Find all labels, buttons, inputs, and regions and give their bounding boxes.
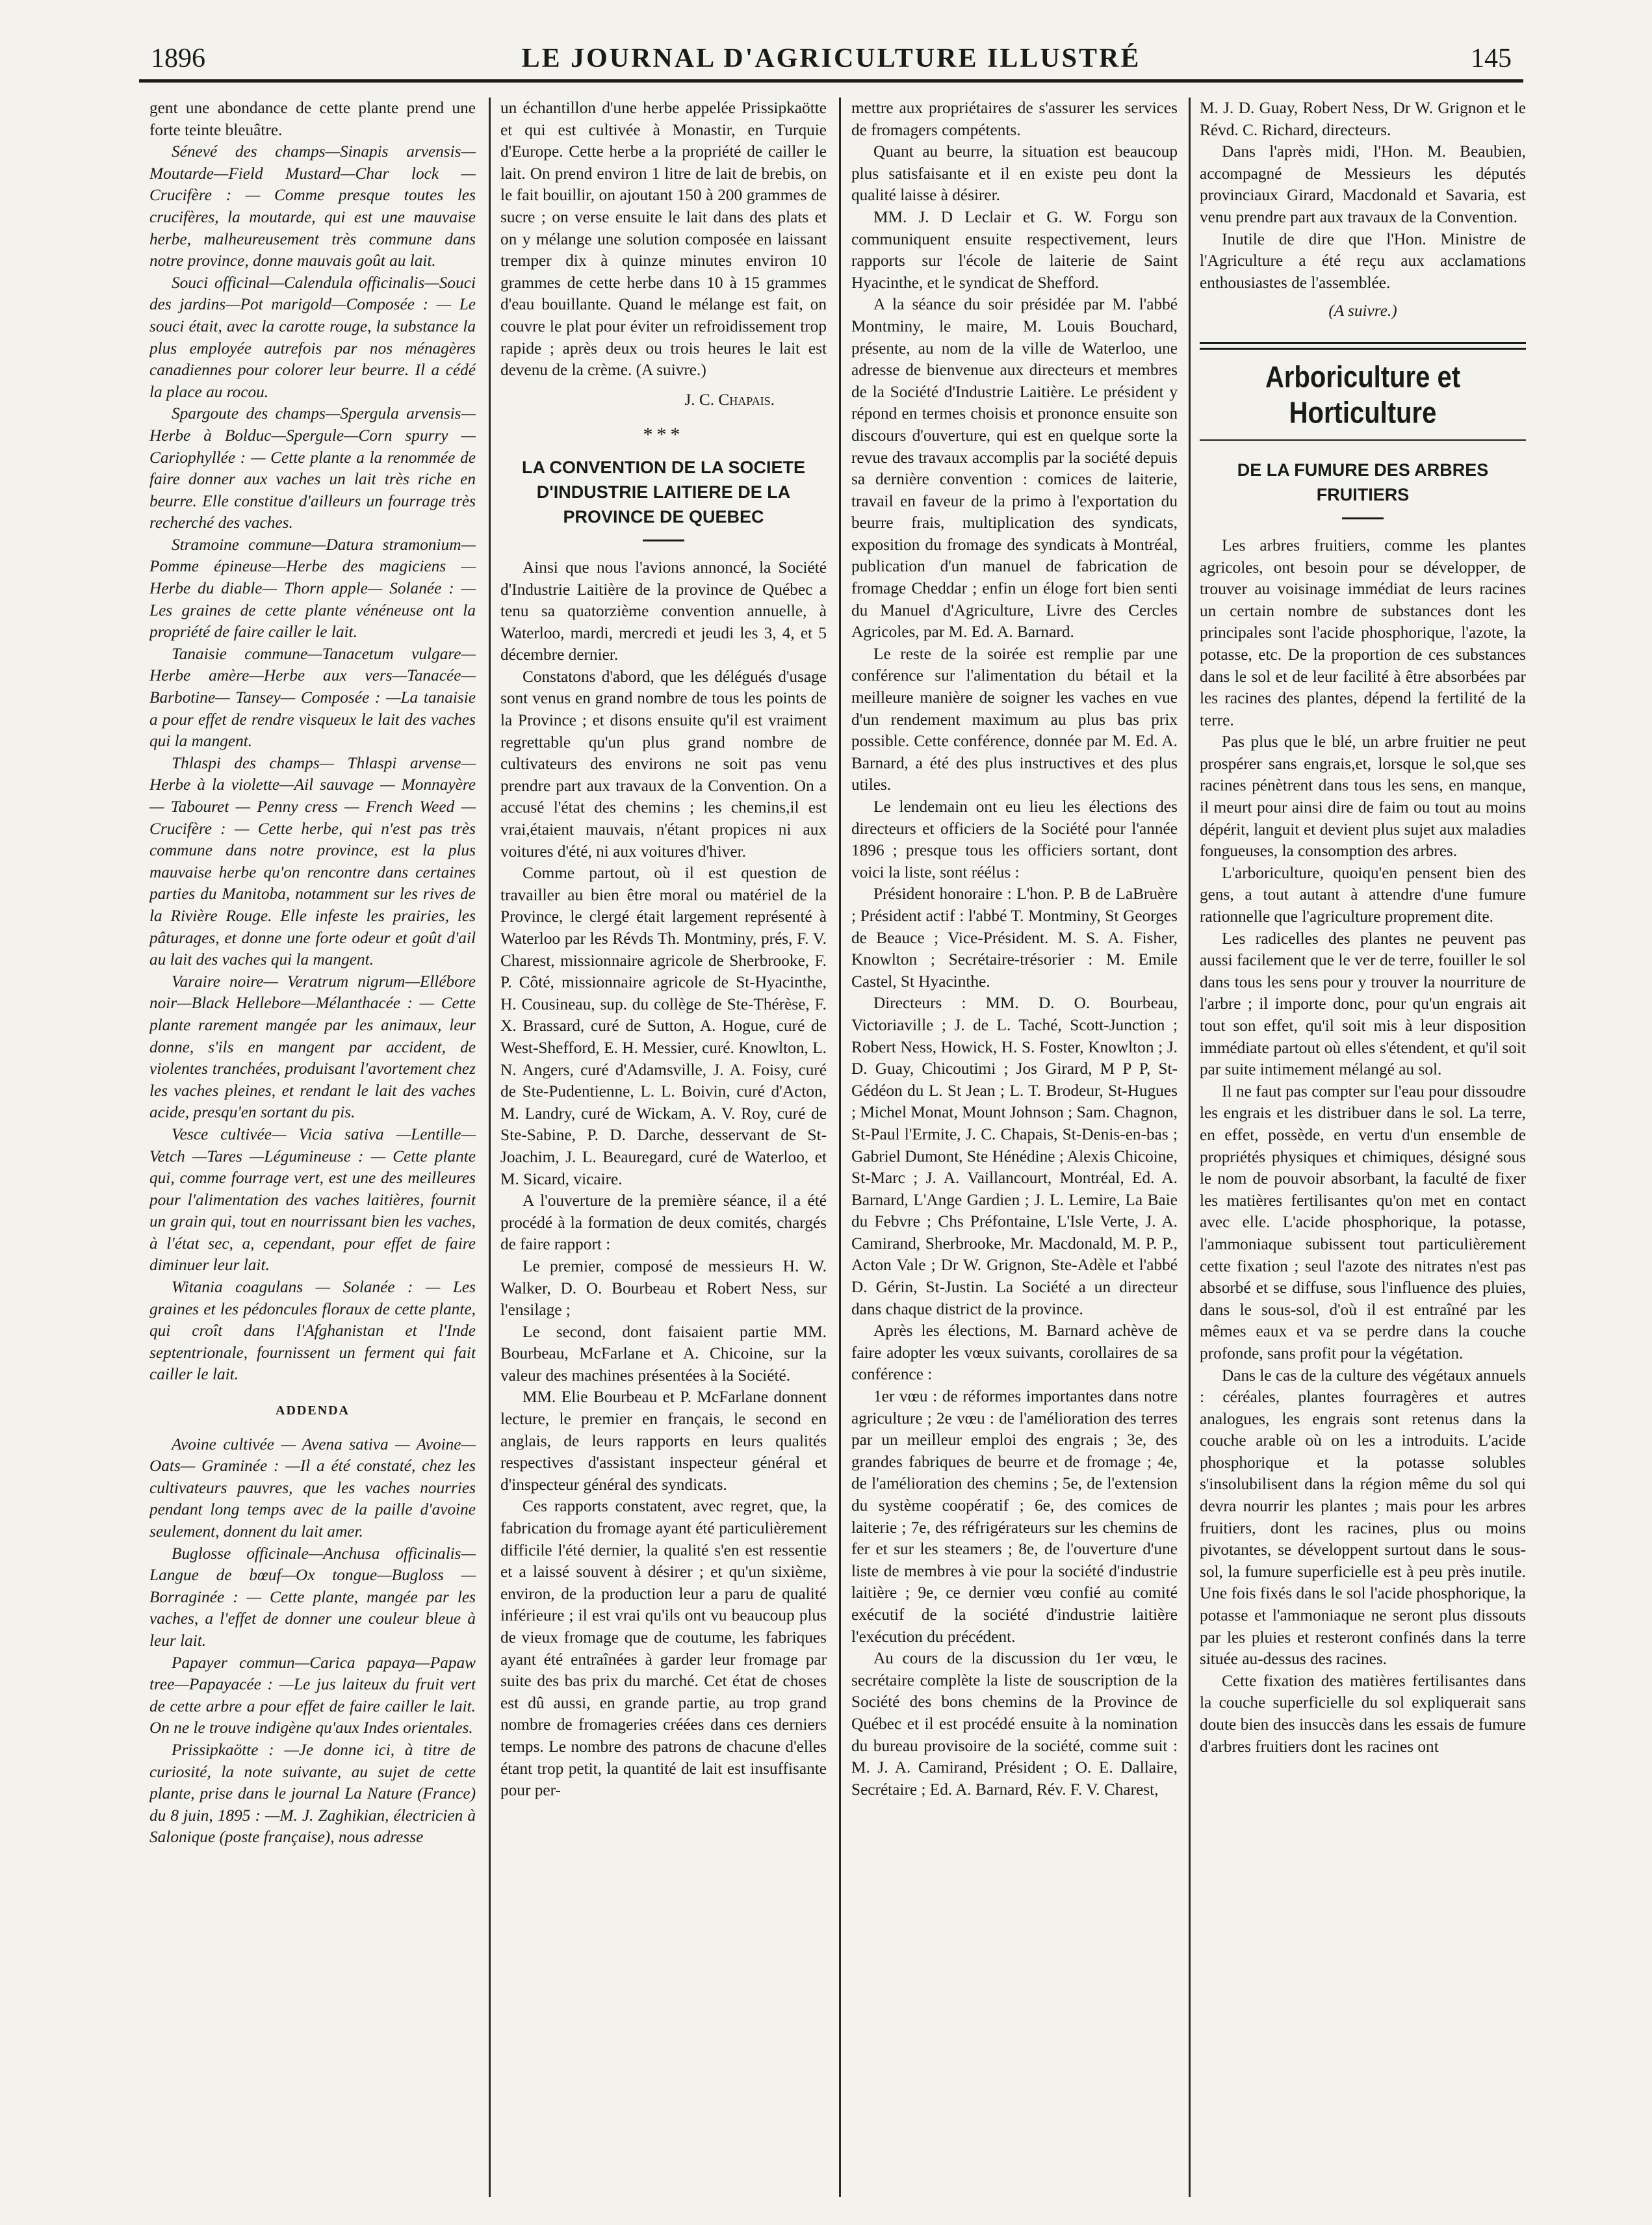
page-header — [139, 40, 1523, 83]
paragraph: Comme partout, où il est question de travailler au bien être moral ou matériel de la Province, le clergé était largement représenté à Waterloo par les Révds Th. Montminy, prés, F. V. Charest, missionnaire agricole de Sherbrooke, F. P. Côté, missionnaire agricole de St-Hyacinthe, H. Cousineau, sup. du collège de Ste-Thérèse, F. X. Brassard, curé de Sutton, A. Hogue, curé de West-Shefford, E. H. Messier, curé. Knowlton, L. N. Angers, curé d'Adamsville, J. A. Foisy, curé de Ste-Pudentienne, L. L. Boivin, curé d'Acton, M. Landry, curé de Wickam, A. V. Roy, curé de Ste-Sabine, P. D. Darche, desservant de St-Joachim, J. L. Beauregard, curé de Waterloo, et M. Sicard, vicaire. — [500, 864, 827, 1188]
addenda-entry: Buglosse officinale—Anchusa officinalis—Langue de bœuf—Ox tongue—Bugloss — Borraginée : — Cette plante, mangée par les vaches, a l'effet de donner une couleur bleue à leur lait. — [149, 1544, 476, 1650]
page-number: 145 — [1471, 44, 1512, 73]
plant-entry: Stramoine commune—Datura stramonium—Pomme épineuse—Herbe des magiciens — Herbe du diable— Thorn apple— Solanée : —Les graines de cette plante vénéneuse ont la propriété de faire cailler le lait. — [149, 535, 476, 642]
paragraph: Après les élections, M. Barnard achève de faire adopter les vœux suivants, corollaires de sa conférence : — [851, 1321, 1178, 1384]
article-title: DE LA FUMURE DES ARBRES FRUITIERS — [1237, 460, 1489, 504]
paragraph: Ces rapports constatent, avec regret, que, la fabrication du fromage ayant été particulièrement difficile l'été dernier, la qualité s'en est ressentie et a laissé souvent à désirer ; et qu'un sixième, environ, de la production leur a paru de qualité inférieure ; il est vrai qu'ils ont vu beaucoup plus de vieux fromage que de coutume, les fabriques ayant été entraînées à garder leur fromage par suite des bas prix du marché. Cet état de choses est dû aussi, en grande partie, au trop grand nombre de fromageries créées dans ces derniers temps. Le nombre des patrons de chacune d'elles étant trop petit, la quantité de lait est insuffisante pour per- — [500, 1497, 827, 1800]
plant-entry: Thlaspi des champs— Thlaspi arvense—Herbe à la violette—Ail sauvage — Monnayère — Tabouret — Penny cress — French Weed — Crucifère : — Cette herbe, qui n'est pas très commune dans notre province, est la plus mauvaise herbe qu'on rencontre dans certaines parties du Manitoba, notamment sur les rives de la Rivière Rouge. Elle infeste les prairies, les pâturages, et donne une forte odeur et goût d'ail au lait des vaches qui la mangent. — [149, 753, 476, 969]
paragraph: 1er vœu : de réformes importantes dans notre agriculture ; 2e vœu : de l'amélioration des terres par un meilleur emploi des engrais ; 3e, des grandes fabriques de beurre et de fromage ; 4e, de l'amélioration des chemins ; 5e, de l'extension du système coopératif ; 6e, des comices de laiterie ; 7e, des réfrigérateurs sur les chemins de fer et sur les steamers ; 8e, de l'ouverture d'une liste de membres à vie pour la société d'industrie laitière ; 9e, ce dernier vœu confié au comité exécutif de la société d'industrie laitière l'exécution du précédent. — [851, 1387, 1178, 1646]
paragraph: Au cours de la discussion du 1er vœu, le secrétaire complète la liste de souscription de la Société des bons chemins de la Province de Québec et il est procédé ensuite à la nomination du bureau provisoire de la société, comme suit : M. J. A. Camirand, Président ; O. E. Dallaire, Secrétaire ; Ed. A. Barnard, Rév. F. V. Charest, — [851, 1649, 1178, 1799]
column-2 — [500, 98, 827, 2197]
title-rule — [643, 540, 684, 541]
section-title: LA CONVENTION DE LA SOCIETE D'INDUSTRIE LAITIERE DE LA PROVINCE DE QUEBEC — [521, 457, 806, 527]
header-year: 1896 — [151, 44, 205, 73]
title-rule — [1342, 517, 1384, 519]
paragraph: M. J. D. Guay, Robert Ness, Dr W. Grignon et le Révd. C. Richard, directeurs. — [1200, 99, 1526, 139]
paragraph: Quant au beurre, la situation est beaucoup plus satisfaisante et il en existe peu dont la qualité laisse à désirer. — [851, 142, 1178, 205]
column-rule — [489, 98, 491, 2197]
paragraph: Le reste de la soirée est remplie par une conférence sur l'alimentation du bétail et la meilleure manière de soigner les vaches en vue d'un rendement maximum au plus bas prix possible. Cette conférence, donnée par M. Ed. A. Barnard, a été des plus instructives et des plus utiles. — [851, 644, 1178, 794]
plant-entry: Vesce cultivée— Vicia sativa —Lentille— Vetch —Tares —Légumineuse : — Cette plante qui, comme fourrage vert, est une des meilleures pour l'alimentation des vaches laitières, fournit un grain qui, tout en nourrissant bien les vaches, à l'état sec, a, cependant, pour effet de faire diminuer leur lait. — [149, 1125, 476, 1275]
continued-note: (A suivre.) — [1328, 302, 1397, 320]
column-rule — [839, 98, 841, 2197]
paragraph: Ainsi que nous l'avions annoncé, la Société d'Industrie Laitière de la province de Québec a tenu sa quatorzième convention annuelle, à Waterloo, mardi, mercredi et jeudi les 3, 4, et 5 décembre dernier. — [500, 558, 827, 664]
paragraph: Président honoraire : L'hon. P. B de LaBruère ; Président actif : l'abbé T. Montminy, St Georges de Beauce ; Vice-Président. M. S. A. Fisher, Knowlton ; Secrétaire-trésorier : M. Emile Castel, St Hyacinthe. — [851, 885, 1178, 991]
paragraph: L'arboriculture, quoiqu'en pensent bien des gens, a tout autant à attendre d'une fumure rationnelle que l'agriculture proprement dite. — [1200, 863, 1526, 926]
plant-entry: Varaire noire— Veratrum nigrum—Ellébore noir—Black Hellebore—Mélanthacée : — Cette plante rarement mangée par les animaux, leur donne, s'ils en mangent par accident, de violentes tranchées, produisant l'avortement chez les vaches pleines, et rendant le lait des vaches acide, presqu'en sortant du pis. — [149, 972, 476, 1122]
paragraph: Dans le cas de la culture des végétaux annuels : céréales, plantes fourragères et autres analogues, les engrais sont retenus dans la couche arable où on les a introduits. L'acide phosphorique et la potasse solubles s'insolubilisent dans la région même du sol qui devra nourrir les plantes ; mais pour les arbres fruitiers, dont les racines, plus ou moins pivotantes, se développent surtout dans le sous-sol, la fumure superficielle est à peu près inutile. Une fois fixés dans le sol l'acide phosphorique, la potasse et l'ammoniaque ne seront plus dissouts par les pluies et resteront confinés dans la terre située au-dessus des racines. — [1200, 1366, 1526, 1669]
paragraph: Directeurs : MM. D. O. Bourbeau, Victoriaville ; J. de L. Taché, Scott-Junction ; Robert Ness, Howick, H. S. Foster, Knowlton ; J. D. Guay, Chicoutimi ; Jos Girard, M P P, St-Gédéon du L. St Jean ; L. T. Brodeur, St-Hugues ; Michel Monat, Mount Johnson ; Sam. Chagnon, St-Paul l'Ermite, J. C. Chapais, St-Denis-en-bas ; Gabriel Dumont, Ste Hénédine ; Alexis Chicoine, St-Marc ; J. A. Vaillancourt, Montréal, Ed. A. Barnard, L'Ange Gardien ; J. L. Lemire, La Baie du Febvre ; Chs Préfontaine, L'Isle Verte, J. A. Camirand, Sherbrooke, Mr. Macdonald, M. P. P., Acton Vale ; Dr W. Grignon, Ste-Adèle et l'abbé D. Gérin, St-Justin. La Société a un directeur dans chaque district de la province. — [851, 994, 1178, 1318]
addenda-entry: Prissipkaötte : —Je donne ici, à titre de curiosité, la note suivante, au sujet de cette plante, prise dans le journal La Nature (France) du 8 juin, 1895 : —M. J. Zaghikian, électricien à Salonique (poste française), nous adresse — [149, 1740, 476, 1847]
paragraph: Les radicelles des plantes ne peuvent pas aussi facilement que le ver de terre, fouiller le sol dans tous les sens pour y trouver la nourriture de l'arbre ; il importe donc, pour qu'un engrais ait tout son effet, qu'il soit mis à leur disposition immédiate partout où elles s'étendent, et qu'il soit par suite intimement mélangé au sol. — [1200, 929, 1526, 1079]
plant-entry: Sénevé des champs—Sinapis arvensis—Moutarde—Field Mustard—Char lock — Crucifère : — Comme presque toutes les crucifères, la moutarde, qui est une mauvaise herbe, malheureusement très commune dans notre province, donne mauvais goût au lait. — [149, 142, 476, 270]
paragraph: MM. J. D Leclair et G. W. Forgu son communiquent ensuite respectivement, leurs rapports sur l'école de laiterie de Saint Hyacinthe, et le syndicat de Shefford. — [851, 207, 1178, 292]
paragraph: A l'ouverture de la première séance, il a été procédé à la formation de deux comités, chargés de faire rapport : — [500, 1191, 827, 1254]
plant-entry: Tanaisie commune—Tanacetum vulgare—Herbe amère—Herbe aux vers—Tanacée— Barbotine— Tansey— Composée : —La tanaisie a pour effet de rendre visqueux le lait des vaches qui la mangent. — [149, 644, 476, 751]
paragraph: A la séance du soir présidée par M. l'abbé Montminy, le maire, M. Louis Bouchard, présente, au nom de la ville de Waterloo, une adresse de bienvenue aux directeurs et membres de la Société d'Industrie Laitière. Le président y répond en termes choisis et prononce ensuite son discours d'ouverture, qui est en quelque sorte la revue des travaux accomplis par la société depuis sa dernière convention : comices de laiterie, travail en faveur de la primo à l'exportation du beurre frais, multiplication des syndicats, exposition du fromage des syndicats à Montréal, publication d'un manuel de fabrication de fromage Cheddar ; enfin un éloge fort bien senti du Manuel d'Agriculture, Livre des Cercles Agricoles, par M. Ed. A. Barnard. — [851, 295, 1178, 642]
section-rule — [1200, 439, 1526, 441]
paragraph: Inutile de dire que l'Hon. Ministre de l'Agriculture a été reçu aux acclamations enthousiastes de l'assemblée. — [1200, 229, 1526, 292]
paragraph: Les arbres fruitiers, comme les plantes agricoles, ont besoin pour se développer, de trouver au voisinage immédiat de leurs racines un certain nombre de substances dont les principales sont l'acide phosphorique, l'azote, la potasse, etc. De la proportion de ces substances dans le sol et de leur facilité à être absorbées par les racines des plantes, dépend la fertilité de la terre. — [1200, 536, 1526, 729]
paragraph: Le second, dont faisaient partie MM. Bourbeau, McFarlane et A. Chicoine, sur la valeur des machines présentées à la Société. — [500, 1322, 827, 1385]
addenda-title: ADDENDA — [276, 1403, 350, 1418]
paragraph: MM. Elie Bourbeau et P. McFarlane donnent lecture, le premier en français, le second en anglais, de leurs rapports en leurs qualités respectives d'assistant inspecteur général et d'inspecteur général des syndicats. — [500, 1388, 827, 1494]
paragraph: Pas plus que le blé, un arbre fruitier ne peut prospérer sans engrais,et, lorsque le sol,que ses racines pénètrent dans tous les sens, en manque, il meurt pour ainsi dire de faim ou tout au moins dépérit, languit et devient plus sujet aux maladies fongueuses, la consomption des arbres. — [1200, 733, 1526, 861]
column-3 — [851, 98, 1178, 2197]
section-heading: Arboriculture et Horticulture — [1265, 361, 1461, 430]
paragraph: Il ne faut pas compter sur l'eau pour dissoudre les engrais et les distribuer dans le sol. La terre, en effet, possède, en vertu d'un ensemble de propriétés physiques et chimiques, désigné sous le nom de pouvoir absorbant, la faculté de fixer les matières fertilisantes qu'on met en contact avec elle. L'acide phosphorique, la potasse, l'ammoniaque subissent tout particulièrement cette fixation ; seul l'azote des nitrates n'est pas absorbé et se diffuse, sous l'influence des pluies, dans le sous-sol, d'où il est entraîné par les mêmes eaux et va se perdre dans la couche profonde, sans profit pour la végétation. — [1200, 1082, 1526, 1362]
section-double-rule — [1200, 342, 1526, 350]
addenda-entry: Papayer commun—Carica papaya—Papaw tree—Papayacée : —Le jus laiteux du fruit vert de cette arbre a pour effet de faire cailler le lait. On ne le trouve indigène qu'aux Indes orientales. — [149, 1653, 476, 1737]
paragraph: Dans l'après midi, l'Hon. M. Beaubien, accompagné de Messieurs les députés provinciaux Girard, Macdonald et Savaria, est venu prendre part aux travaux de la Convention. — [1200, 142, 1526, 226]
plant-entry: Witania coagulans — Solanée : — Les graines et les pédoncules floraux de cette plante, qui croît dans l'Afghanistan et l'Inde septentrionale, fournissent un ferment qui fait cailler le lait. — [149, 1278, 476, 1384]
plant-entry: Souci officinal—Calendula officinalis—Souci des jardins—Pot marigold—Composée : — Le souci était, avec la carotte rouge, la substance la plus employée autrefois par nos ménagères canadiennes pour colorer leur beurre. Il a cédé la place au rocou. — [149, 273, 476, 401]
addenda-entry: Avoine cultivée — Avena sativa — Avoine—Oats— Graminée : —Il a été constaté, chez les cultivateurs pauvres, que les vaches nourries pendant long temps avec de la paille d'avoine seulement, donnent du lait amer. — [149, 1435, 476, 1541]
plant-entry: Spargoute des champs—Spergula arvensis—Herbe à Bolduc—Spergule—Corn spurry — Cariophyllée : — Cette plante a la renommée de faire donner aux vaches un lait très riche en beurre. Elle constitue d'ailleurs un fourrage très recherché des vaches. — [149, 404, 476, 532]
column-1 — [149, 98, 476, 2197]
paragraph: Cette fixation des matières fertilisantes dans la couche superficielle du sol expliquerait sans doute bien des insuccès dans les essais de fumure d'arbres fruitiers dont les racines ont — [1200, 1671, 1526, 1756]
paragraph: mettre aux propriétaires de s'assurer les services de fromagers compétents. — [851, 99, 1178, 139]
section-separator: *** — [643, 424, 684, 446]
author-signature: J. C. Chapais. — [684, 390, 775, 409]
paragraph: Constatons d'abord, que les délégués d'usage sont venus en grand nombre de tous les points de la Province ; et disons ensuite qu'il est vraiment regrettable qu'un plus grand nombre de cultivateurs des environs ne soit pas venu prendre part aux travaux de la Convention. On a accusé l'état des chemins ; les chemins,il est vrai,étaient mauvais, n'étant propices ni aux voitures d'été, ni aux voitures d'hiver. — [500, 667, 827, 861]
paragraph: un échantillon d'une herbe appelée Prissipkaötte et qui est cultivée à Monastir, en Turquie d'Europe. Cette herbe a la propriété de cailler le lait. On prend environ 1 litre de lait de brebis, on le fait bouillir, on ajoutant 150 à 200 grammes de sucre ; on verse ensuite le lait dans des plats et on y mélange une solution composée en laissant tremper dix à quinze minutes environ 10 grammes de cette herbe dans 10 à 15 grammes d'eau bouillante. Quand le mélange est fait, on couvre le plat pour éviter un refroidissement trop rapide ; après deux ou trois heures le lait est devenu de la crème. (A suivre.) — [500, 99, 827, 380]
paragraph: Le premier, composé de messieurs H. W. Walker, D. O. Bourbeau et Robert Ness, sur l'ensilage ; — [500, 1256, 827, 1320]
column-4 — [1200, 98, 1526, 2197]
journal-title: LE JOURNAL D'AGRICULTURE ILLUSTRÉ — [521, 44, 1141, 73]
column-rule — [1189, 98, 1191, 2197]
paragraph: Le lendemain ont eu lieu les élections des directeurs et officiers de la Société pour l'année 1896 ; presque tous les officiers sortant, dont voici la liste, sont réélus : — [851, 798, 1178, 881]
paragraph: gent une abondance de cette plante prend une forte teinte bleuâtre. — [149, 99, 476, 139]
